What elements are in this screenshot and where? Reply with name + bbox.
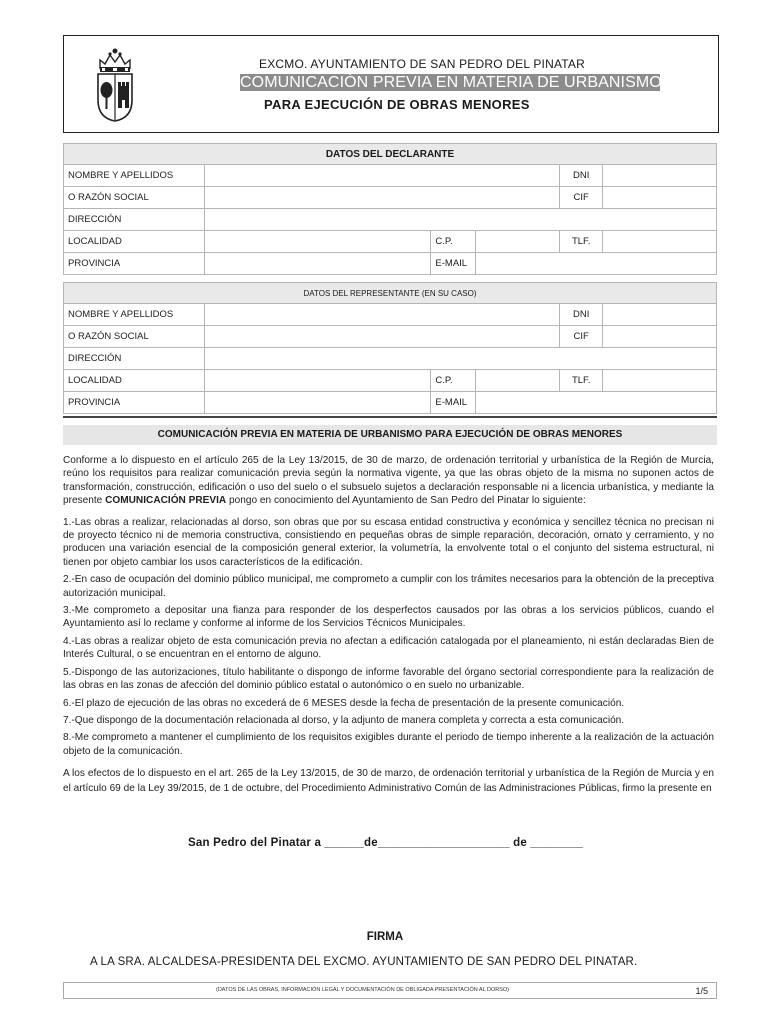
cif-field[interactable]	[603, 187, 717, 209]
list-item: 6.-El plazo de ejecución de las obras no excederá de 6 MESES desde la fecha de presentación de la presente comunicación.	[63, 697, 625, 709]
council-name: EXCMO. AYUNTAMIENTO DE SAN PEDRO DEL PINATAR	[259, 57, 585, 71]
label-razon-social: O RAZÓN SOCIAL	[64, 326, 205, 348]
list-item: 2.-En caso de ocupación del dominio público municipal, me comprometo a cumplir con los trámites necesarios para la obtención de la preceptiva autorización municipal.	[63, 574, 714, 599]
representante-heading: DATOS DEL REPRESENTANTE (EN SU CASO)	[64, 283, 717, 304]
rep-cp-field[interactable]	[476, 370, 560, 392]
email-field[interactable]	[476, 253, 717, 275]
provincia-field[interactable]	[204, 253, 431, 275]
divider	[63, 416, 717, 418]
label-localidad: LOCALIDAD	[64, 231, 205, 253]
direccion-field[interactable]	[204, 209, 716, 231]
representante-table	[63, 282, 717, 414]
label-cif: CIF	[560, 326, 603, 348]
cp-field[interactable]	[476, 231, 560, 253]
label-tlf: TLF.	[560, 231, 603, 253]
intro-bold: COMUNICACIÓN PREVIA	[105, 495, 227, 507]
dni-field[interactable]	[603, 165, 717, 187]
footer-note: (DATOS DE LAS OBRAS, INFORMACIÓN LEGAL Y DOCUMENTACIÓN DE OBLIGADA PRESENTACIÓN AL DORSO)	[216, 987, 509, 993]
form-subtitle: PARA EJECUCIÓN DE OBRAS MENORES	[264, 97, 530, 112]
label-cp: C.P.	[431, 231, 476, 253]
rep-provincia-field[interactable]	[204, 392, 431, 414]
label-provincia: PROVINCIA	[64, 253, 205, 275]
list-item: 8.-Me comprometo a mantener el cumplimiento de los requisitos exigibles durante el periodo de tiempo inherente a la realización de la actuación objeto de la comunicación.	[63, 732, 714, 757]
declarante-table	[63, 143, 717, 275]
label-tlf: TLF.	[560, 370, 603, 392]
label-dni: DNI	[560, 304, 603, 326]
section-title: COMUNICACIÓN PREVIA EN MATERIA DE URBANISMO PARA EJECUCIÓN DE OBRAS MENORES	[63, 425, 717, 445]
label-direccion: DIRECCIÓN	[64, 348, 205, 370]
rep-nombre-field[interactable]	[204, 304, 559, 326]
rep-dni-field[interactable]	[603, 304, 717, 326]
footer	[63, 982, 717, 999]
body-text	[63, 454, 714, 800]
rep-localidad-field[interactable]	[204, 370, 431, 392]
label-localidad: LOCALIDAD	[64, 370, 205, 392]
list-item: 3.-Me comprometo a depositar una fianza para responder de los desperfectos causados por las obras a los servicios públicos, cuando el Ayuntamiento así lo reclame y conforme al informe de los Servicios Técnicos Municipales.	[63, 605, 714, 630]
signature-place-date[interactable]: San Pedro del Pinatar a ______de____________________ de ________	[188, 837, 584, 849]
label-nombre: NOMBRE Y APELLIDOS	[64, 165, 205, 187]
razon-social-field[interactable]	[204, 187, 559, 209]
page-number: 1/5	[695, 986, 708, 996]
rep-cif-field[interactable]	[603, 326, 717, 348]
form-title: COMUNICACIÓN PREVIA EN MATERIA DE URBANISMO	[240, 74, 662, 91]
firma-label: FIRMA	[366, 931, 404, 943]
declarante-heading: DATOS DEL DECLARANTE	[64, 144, 717, 165]
intro-paragraph: Conforme a lo dispuesto en el artículo 265 de la Ley 13/2015, de 30 de marzo, de ordenación territorial y urbanística de la Región de Murcia, reúno los requisitos para realizar comunicación previa según la normativa vigente, ya que las obras objeto de la misma no suponen actos de transformación, construcción, edificación o uso del suelo o el subsuelo sujetos a declaración responsable ni a licencia urbanística, y mediante la presente COMUNICACIÓN PREVIA pongo en conocimiento del Ayuntamiento de San Pedro del Pinatar lo siguiente:	[63, 455, 714, 507]
rep-razon-social-field[interactable]	[204, 326, 559, 348]
label-cp: C.P.	[431, 370, 476, 392]
label-provincia: PROVINCIA	[64, 392, 205, 414]
label-cif: CIF	[560, 187, 603, 209]
nombre-field[interactable]	[204, 165, 559, 187]
label-email: E-MAIL	[431, 253, 476, 275]
rep-direccion-field[interactable]	[204, 348, 716, 370]
list-item: 7.-Que dispongo de la documentación relacionada al dorso, y la adjunto de manera completa y correcta a esta comunicación.	[63, 714, 625, 726]
list-item: 1.-Las obras a realizar, relacionadas al dorso, son obras que por su escasa entidad constructiva y económica y sencillez técnica no precisan ni de proyecto técnico ni de memoria constructiva, consistiendo en pequeñas obras de simple reparación, decoración, ornato y cerramiento, y no producen una variación esencial de la composición general exterior, la volumetría, la envolvente total o el conjunto del sistema estructural, ni tienen por objeto cambiar los usos característicos de la edificación.	[63, 516, 714, 568]
label-razon-social: O RAZÓN SOCIAL	[64, 187, 205, 209]
label-dni: DNI	[560, 165, 603, 187]
closing-paragraph: A los efectos de lo dispuesto en el art. 265 de la Ley 13/2015, de 30 de marzo, de ordenación territorial y urbanística de la Región de Murcia y en el artículo 69 de la Ley 39/2015, de 1 de octubre, del Procedimiento Administrativo Común de las Administraciones Públicas, firmo la presente en	[63, 768, 714, 795]
list-item: 5.-Dispongo de las autorizaciones, título habilitante o dispongo de informe favorable del órgano sectorial correspondiente para la realización de las obras en las zonas de afección del dominio público estatal o autonómico o en suelo no urbanizable.	[63, 666, 714, 692]
label-direccion: DIRECCIÓN	[64, 209, 205, 231]
tlf-field[interactable]	[603, 231, 717, 253]
rep-tlf-field[interactable]	[603, 370, 717, 392]
list-item: 4.-Las obras a realizar objeto de esta comunicación previa no afectan a edificación catalogada por el planeamiento, ni están declaradas Bien de Interés Cultural, o se encuentran en el entorno de alguno.	[63, 635, 714, 661]
localidad-field[interactable]	[204, 231, 431, 253]
rep-email-field[interactable]	[476, 392, 717, 414]
addressee: A LA SRA. ALCALDESA-PRESIDENTA DEL EXCMO. AYUNTAMIENTO DE SAN PEDRO DEL PINATAR.	[90, 956, 638, 968]
label-email: E-MAIL	[431, 392, 476, 414]
header-box	[63, 35, 719, 133]
coat-of-arms-icon	[94, 46, 136, 122]
label-nombre: NOMBRE Y APELLIDOS	[64, 304, 205, 326]
